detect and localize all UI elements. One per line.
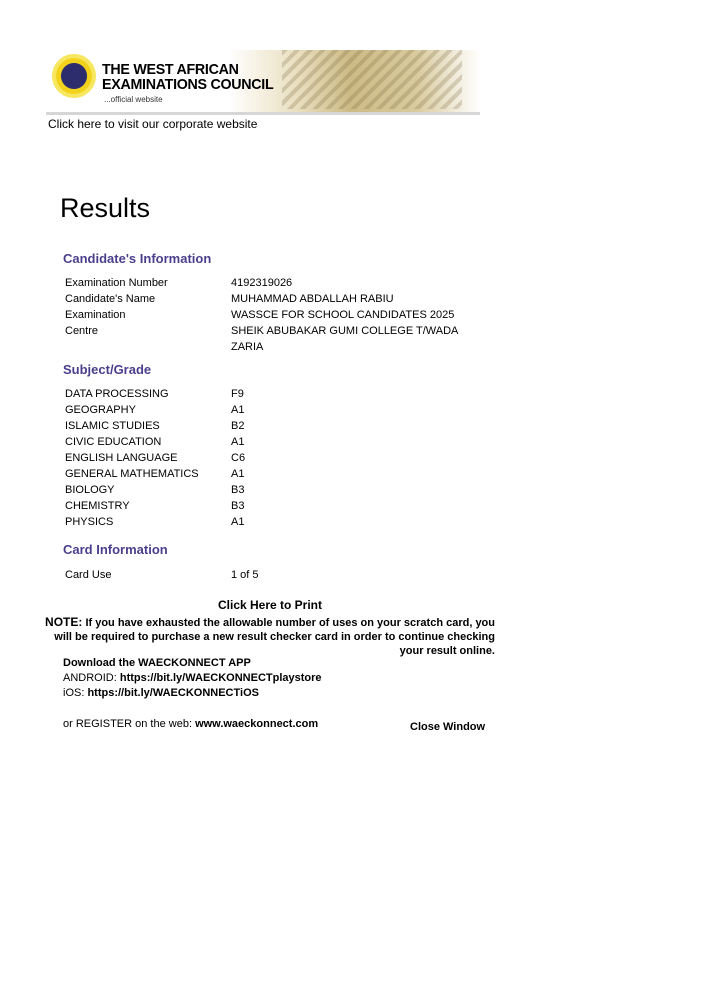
banner-title-line2: EXAMINATIONS COUNCIL <box>102 76 274 93</box>
note-body: If you have exhausted the allowable number of uses on your scratch card, you will be required to purchase a new result checker card in order to continue checking your result online. <box>54 617 495 657</box>
candidate-info-heading: Candidate's Information <box>63 251 212 266</box>
table-row <box>65 450 471 466</box>
table-row <box>65 418 471 434</box>
row-label: CIVIC EDUCATION <box>65 436 162 448</box>
table-row <box>65 291 471 307</box>
row-value: B3 <box>231 500 245 512</box>
table-row <box>65 498 471 514</box>
waec-banner <box>46 50 480 115</box>
table-row <box>65 402 471 418</box>
table-row <box>65 386 471 402</box>
row-value: 4192319026 <box>231 277 293 289</box>
row-value: 1 of 5 <box>231 569 259 581</box>
card-info-table <box>65 567 471 583</box>
row-label: BIOLOGY <box>65 484 115 496</box>
ios-link[interactable]: https://bit.ly/WAECKONNECTiOS <box>87 687 259 699</box>
row-label: GEOGRAPHY <box>65 404 136 416</box>
row-label: ISLAMIC STUDIES <box>65 420 160 432</box>
subject-grade-table <box>65 386 471 530</box>
subject-grade-heading: Subject/Grade <box>63 362 152 377</box>
row-value: F9 <box>231 388 244 400</box>
table-row <box>65 434 471 450</box>
table-row <box>65 323 471 355</box>
row-label: Candidate's Name <box>65 293 156 305</box>
row-value: A1 <box>231 468 245 480</box>
table-row <box>65 466 471 482</box>
candidate-info-table <box>65 275 471 355</box>
banner-photo <box>282 50 462 109</box>
close-window-button[interactable]: Close Window <box>410 721 486 733</box>
banner-subtitle: ...official website <box>104 95 163 104</box>
table-row <box>65 482 471 498</box>
banner-title <box>102 62 273 92</box>
banner-title-line1: THE WEST AFRICAN <box>102 61 239 78</box>
register-link[interactable]: www.waeckonnect.com <box>195 718 319 730</box>
row-value: MUHAMMAD ABDALLAH RABIU <box>231 293 394 305</box>
table-row <box>65 307 471 323</box>
waec-seal-logo <box>54 56 94 96</box>
row-label: Examination <box>65 309 126 321</box>
row-label: ENGLISH LANGUAGE <box>65 452 178 464</box>
row-value: B2 <box>231 420 245 432</box>
row-value: A1 <box>231 404 245 416</box>
note-text <box>40 615 495 658</box>
android-label: ANDROID: <box>63 672 120 684</box>
row-label: Centre <box>65 325 99 337</box>
table-row <box>65 514 471 530</box>
row-label: PHYSICS <box>65 516 114 528</box>
page-title: Results <box>60 193 151 223</box>
row-value: B3 <box>231 484 245 496</box>
register-label: or REGISTER on the web: <box>63 718 196 730</box>
print-link[interactable]: Click Here to Print <box>217 598 323 612</box>
ios-label: iOS: <box>63 687 88 699</box>
table-row <box>65 275 471 291</box>
row-value: WASSCE FOR SCHOOL CANDIDATES 2025 <box>231 309 455 321</box>
row-value: A1 <box>231 436 245 448</box>
android-link[interactable]: https://bit.ly/WAECKONNECTplaystore <box>119 672 322 684</box>
row-label: Card Use <box>65 569 112 581</box>
row-label: CHEMISTRY <box>65 500 130 512</box>
row-label: GENERAL MATHEMATICS <box>65 468 199 480</box>
row-value: SHEIK ABUBAKAR GUMI COLLEGE T/WADA ZARIA <box>231 325 458 353</box>
row-label: Examination Number <box>65 277 168 289</box>
row-value: A1 <box>231 516 245 528</box>
row-value: C6 <box>231 452 246 464</box>
row-label: DATA PROCESSING <box>65 388 169 400</box>
note-prefix: NOTE: <box>45 615 83 629</box>
corporate-website-link[interactable]: Click here to visit our corporate website <box>48 117 258 131</box>
card-info-heading: Card Information <box>63 542 168 557</box>
table-row <box>65 567 471 583</box>
download-heading: Download the WAECKONNECT APP <box>63 657 251 669</box>
download-app-section <box>63 656 322 732</box>
